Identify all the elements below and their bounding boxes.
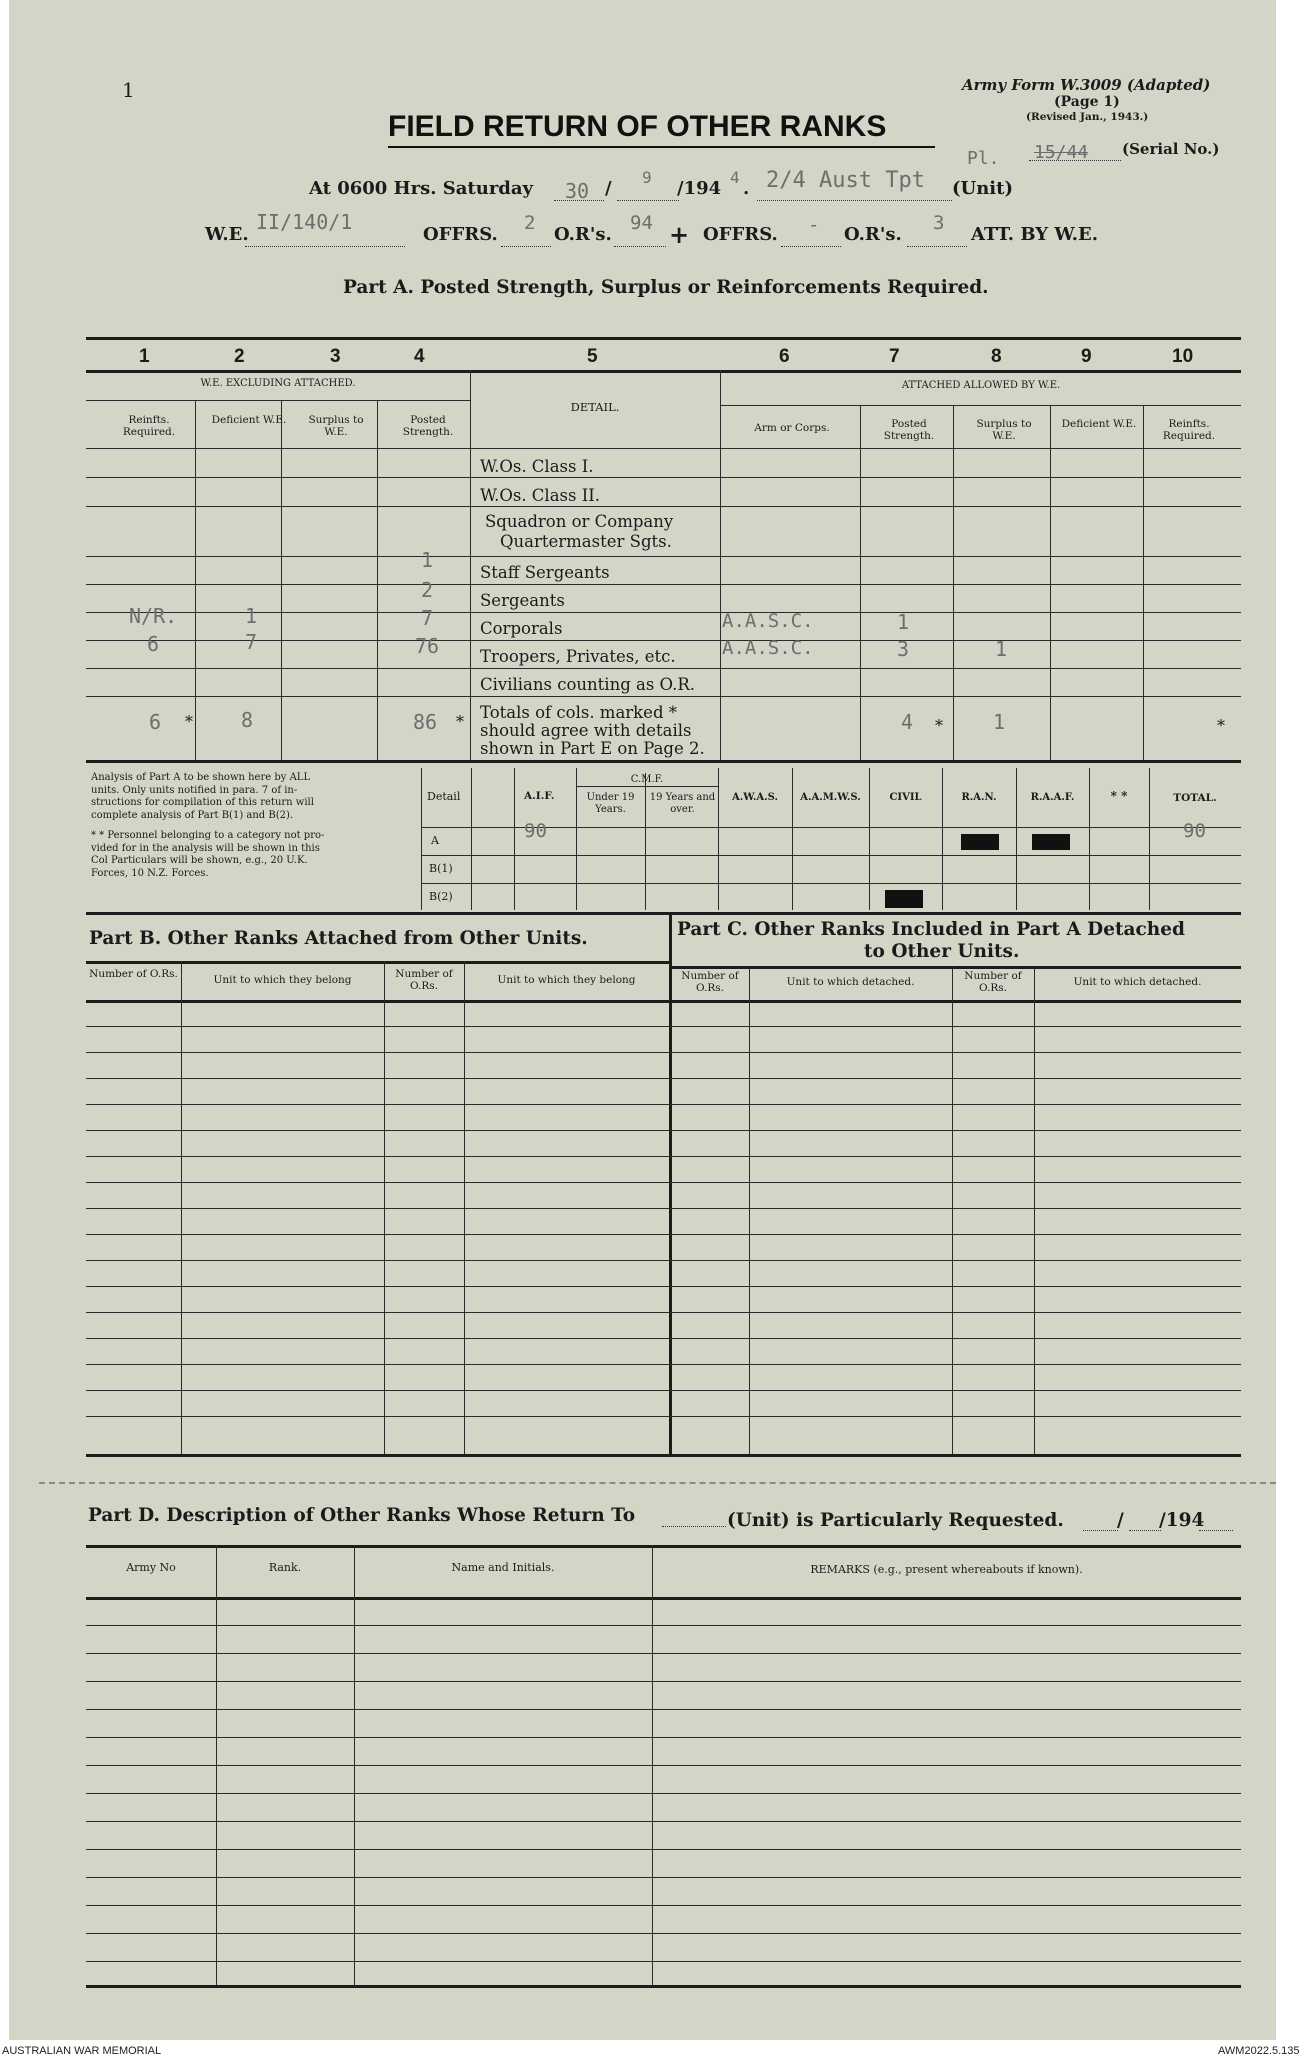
ors-value: 94: [630, 212, 653, 234]
col-number: 2: [234, 346, 245, 367]
part-d-header-rank: Rank.: [268, 1561, 302, 1574]
detail-header: DETAIL.: [570, 400, 620, 414]
part-b-header-num-2: Number of O.Rs.: [395, 968, 453, 992]
detail-civilians: Civilians counting as O.R.: [480, 675, 696, 694]
header-posted-strength: Posted Strength.: [402, 414, 454, 438]
other-header: * *: [1110, 789, 1128, 803]
form-paper: 1 Army Form W.3009 (Adapted) (Page 1) (Revised Jan., 1943.) FIELD RETURN OF OTHER RANKS 15/44 (Serial No.) At 0600 Hrs. Saturday 30 / 9 /194 4 . 2/4 Aust Tpt Pl. (Unit) W.E. II/140/1 OFFRS. 2 O.R's. 94 + OFFRS. - O.R's. 3 ATT. BY W.E. Part A. Posted Strength, Surplus or Reinforcements Required. 1 2 3 4 5 6 7 8 9 10 W.E. EXCLUDING ATTACHED. ATTACHED ALLOWED BY W.E. DETAIL. Reinfts. Required. Deficient W.E. Surplus to W.E. Posted Strength. Arm or Corps. Posted Strength. Surplus to W.E. Deficient W.E. Reinfts. Required. W.Os. Class I. W.Os. Class II. Squadron or Company Quartermaster Sgts. Staff Sergeants Sergeants Corporals Troopers, Privates, etc. Civilians counting as O.R. Totals of cols. marked * should agree with details shown in Part E on Page 2. 1 2 N/R. 1 7 A.A.S.C. 1 6 7 76 A.A.S.C. 3 1 6 * 8 86 * 4 * 1 * Analysis of Part A to be shown here by ALL units. Only units notified in para. 7 of in- structions for compilation of this return will complete analysis of Part B(1) and B(2). * * Personnel belonging to a category not pro- vided for in the analysis will be shown in this Col Particulars will be shown, e.g., 20 U.K. Forces, 10 N.Z. Forces. Detail A.I.F. C.M.F. Under 19 Years. 19 Years and over. A.W.A.S. A.A.M.W.S. CIVIL R.A.N. R.A.A.F. * * TOTAL. A B(1) B(2) 90 90 Part B. Other Ranks Attached from Other Units. Part C. Other Ranks Included in Part A Detached to Other Units. Number of O.Rs. Unit to which they belong Number of O.Rs. Unit to which they belong Number of O.Rs. Unit to which detached. Number of O.Rs. Unit to which detached. Part D. Description of Other Ranks Whose Return To (Unit) is Particularly Requested. / /194 Army No Rank. Name and Initials. REMARKS (e.g., present whereabouts if known).: [9, 0, 1276, 2040]
redaction-mark: [885, 890, 923, 908]
form-page: (Page 1): [1054, 94, 1120, 110]
total-deficient: 8: [241, 708, 254, 732]
unit-label: (Unit): [952, 178, 1013, 199]
col-number: 10: [1172, 346, 1194, 367]
ran-header: R.A.N.: [961, 792, 997, 803]
ors-label-att: O.R's.: [844, 224, 902, 245]
analysis-detail-label: Detail: [427, 790, 461, 803]
cpl-reinfts: N/R.: [129, 604, 178, 628]
under19-header: Under 19 Years.: [586, 792, 635, 815]
part-c-header-num-2: Number of O.Rs.: [964, 970, 1022, 994]
attached-allowed-header: ATTACHED ALLOWED BY W.E.: [901, 380, 1061, 391]
unit-value-2: Pl.: [967, 148, 1000, 169]
detail-squadron: Squadron or Company: [485, 512, 674, 531]
aif-a-value: 90: [524, 820, 547, 842]
offrs-value-att: -: [808, 214, 820, 236]
col-number: 3: [330, 346, 341, 367]
detail-quartermaster: Quartermaster Sgts.: [500, 532, 672, 551]
col-number: 7: [889, 346, 900, 367]
total-header: TOTAL.: [1173, 792, 1217, 804]
troopers-posted-att: 3: [897, 637, 910, 661]
row-b2-label: B(2): [429, 890, 453, 903]
detail-totals-2: should agree with details: [480, 721, 692, 740]
att-label: ATT. BY W.E.: [971, 224, 1099, 245]
header-reinfts-required: Reinfts. Required.: [122, 414, 176, 438]
troopers-surplus-att: 1: [995, 637, 1008, 661]
header-deficient-we-att: Deficient W.E.: [1061, 418, 1137, 430]
row-a-label: A: [431, 834, 439, 847]
raaf-header: R.A.A.F.: [1030, 792, 1075, 803]
ors-value-att: 3: [933, 212, 945, 234]
title-underline: [388, 146, 935, 148]
serial-value: 15/44: [1034, 142, 1089, 163]
serial-label: (Serial No.): [1122, 140, 1220, 158]
part-c-title: Part C. Other Ranks Included in Part A Detached: [677, 919, 1185, 940]
over19-header: 19 Years and over.: [649, 792, 716, 815]
detail-staff-sergeants: Staff Sergeants: [480, 563, 610, 582]
we-label: W.E.: [205, 224, 249, 245]
revised-date: (Revised Jan., 1943.): [1026, 111, 1149, 123]
col-number: 1: [139, 346, 150, 367]
row-b1-label: B(1): [429, 862, 453, 875]
troopers-reinfts: 6: [147, 632, 160, 656]
cpl-posted-att: 1: [897, 610, 910, 634]
total-surplus-att: 1: [993, 710, 1006, 734]
perforation-line: [39, 1482, 1276, 1484]
page-number: 1: [122, 78, 135, 102]
total-posted-att: 4: [901, 710, 914, 734]
total-posted: 86: [413, 710, 438, 734]
troopers-posted: 76: [415, 634, 440, 658]
redaction-mark: [1032, 834, 1070, 850]
ors-label: O.R's.: [554, 224, 612, 245]
date-year-prefix: /194: [677, 178, 722, 199]
aamws-header: A.A.M.W.S.: [800, 792, 861, 803]
col-number: 5: [587, 346, 598, 367]
header-posted-strength-att: Posted Strength.: [883, 418, 935, 442]
part-d-header-remarks: REMARKS (e.g., present whereabouts if known).: [810, 1563, 1083, 1576]
sgt-posted: 2: [421, 578, 434, 602]
detail-corporals: Corporals: [480, 619, 563, 638]
cmf-header: C.M.F.: [630, 774, 664, 785]
detail-totals: Totals of cols. marked *: [480, 703, 678, 722]
detail-wo-class-2: W.Os. Class II.: [480, 486, 601, 505]
awas-header: A.W.A.S.: [732, 792, 778, 803]
part-c-title-2: to Other Units.: [864, 941, 1020, 962]
detail-totals-3: shown in Part E on Page 2.: [480, 739, 705, 758]
plus-sign: +: [669, 220, 690, 249]
total-reinfts: 6: [149, 710, 162, 734]
cpl-arm: A.A.S.C.: [722, 610, 814, 632]
part-d-title: Part D. Description of Other Ranks Whose Return To: [88, 1505, 636, 1526]
page-title: FIELD RETURN OF OTHER RANKS: [388, 110, 887, 143]
we-excluding-header: W.E. EXCLUDING ATTACHED.: [200, 378, 356, 389]
footer-institution: AUSTRALIAN WAR MEMORIAL: [2, 2045, 162, 2057]
offrs-label: OFFRS.: [423, 224, 498, 245]
header-reinfts-required-att: Reinfts. Required.: [1162, 418, 1216, 442]
part-c-header-unit: Unit to which detached.: [786, 976, 915, 988]
offrs-label-att: OFFRS.: [703, 224, 778, 245]
header-arm-or-corps: Arm or Corps.: [754, 422, 830, 434]
date-month: 9: [642, 168, 652, 187]
analysis-note: Analysis of Part A to be shown here by ALL units. Only units notified in para. 7 of in- structions for compilation of this return will complete analysis of Part B(1) and B(2). * * Personnel belonging to a category not pro- vided for in the analysis will be shown in this Col Particulars will be shown, e.g., 20 U.K. Forces, 10 N.Z. Forces.: [91, 772, 325, 879]
part-d-title-2: (Unit) is Particularly Requested.: [727, 1510, 1064, 1531]
col-number: 9: [1081, 346, 1092, 367]
redaction-mark: [961, 834, 999, 850]
part-b-title: Part B. Other Ranks Attached from Other Units.: [89, 928, 588, 949]
aif-header: A.I.F.: [524, 790, 555, 802]
total-a-value: 90: [1183, 820, 1206, 842]
detail-sergeants: Sergeants: [480, 591, 565, 610]
detail-troopers: Troopers, Privates, etc.: [480, 647, 676, 666]
part-d-header-army-no: Army No: [126, 1561, 176, 1574]
unit-value: 2/4 Aust Tpt: [766, 168, 925, 193]
we-value: II/140/1: [256, 210, 353, 234]
troopers-arm: A.A.S.C.: [722, 637, 814, 659]
footer-accession-number: AWM2022.5.135: [1218, 2045, 1300, 2057]
part-c-header-unit-2: Unit to which detached.: [1073, 976, 1202, 988]
col-number: 4: [414, 346, 425, 367]
col-number: 6: [779, 346, 790, 367]
date-day: 30: [565, 179, 590, 203]
cpl-posted: 7: [421, 606, 434, 630]
at-label: At 0600 Hrs. Saturday: [309, 178, 534, 199]
part-d-header-name: Name and Initials.: [451, 1561, 555, 1574]
part-a-title: Part A. Posted Strength, Surplus or Reinforcements Required.: [343, 277, 989, 298]
header-surplus-we: Surplus to W.E.: [308, 414, 364, 438]
col-number: 8: [991, 346, 1002, 367]
part-c-header-num: Number of O.Rs.: [681, 970, 739, 994]
part-b-header-unit: Unit to which they belong: [213, 974, 352, 986]
staff-sgt-posted: 1: [421, 548, 434, 572]
offrs-value: 2: [524, 212, 536, 234]
civil-header: CIVIL: [889, 792, 922, 803]
header-surplus-we-att: Surplus to W.E.: [976, 418, 1032, 442]
form-id: Army Form W.3009 (Adapted): [962, 76, 1211, 94]
troopers-deficient: 7: [245, 630, 258, 654]
header-deficient-we: Deficient W.E.: [211, 414, 287, 426]
cpl-deficient: 1: [245, 604, 258, 628]
date-year: 4: [730, 168, 740, 187]
part-b-header-num: Number of O.Rs.: [89, 968, 178, 980]
part-b-header-unit-2: Unit to which they belong: [497, 974, 636, 986]
detail-wo-class-1: W.Os. Class I.: [480, 457, 594, 476]
